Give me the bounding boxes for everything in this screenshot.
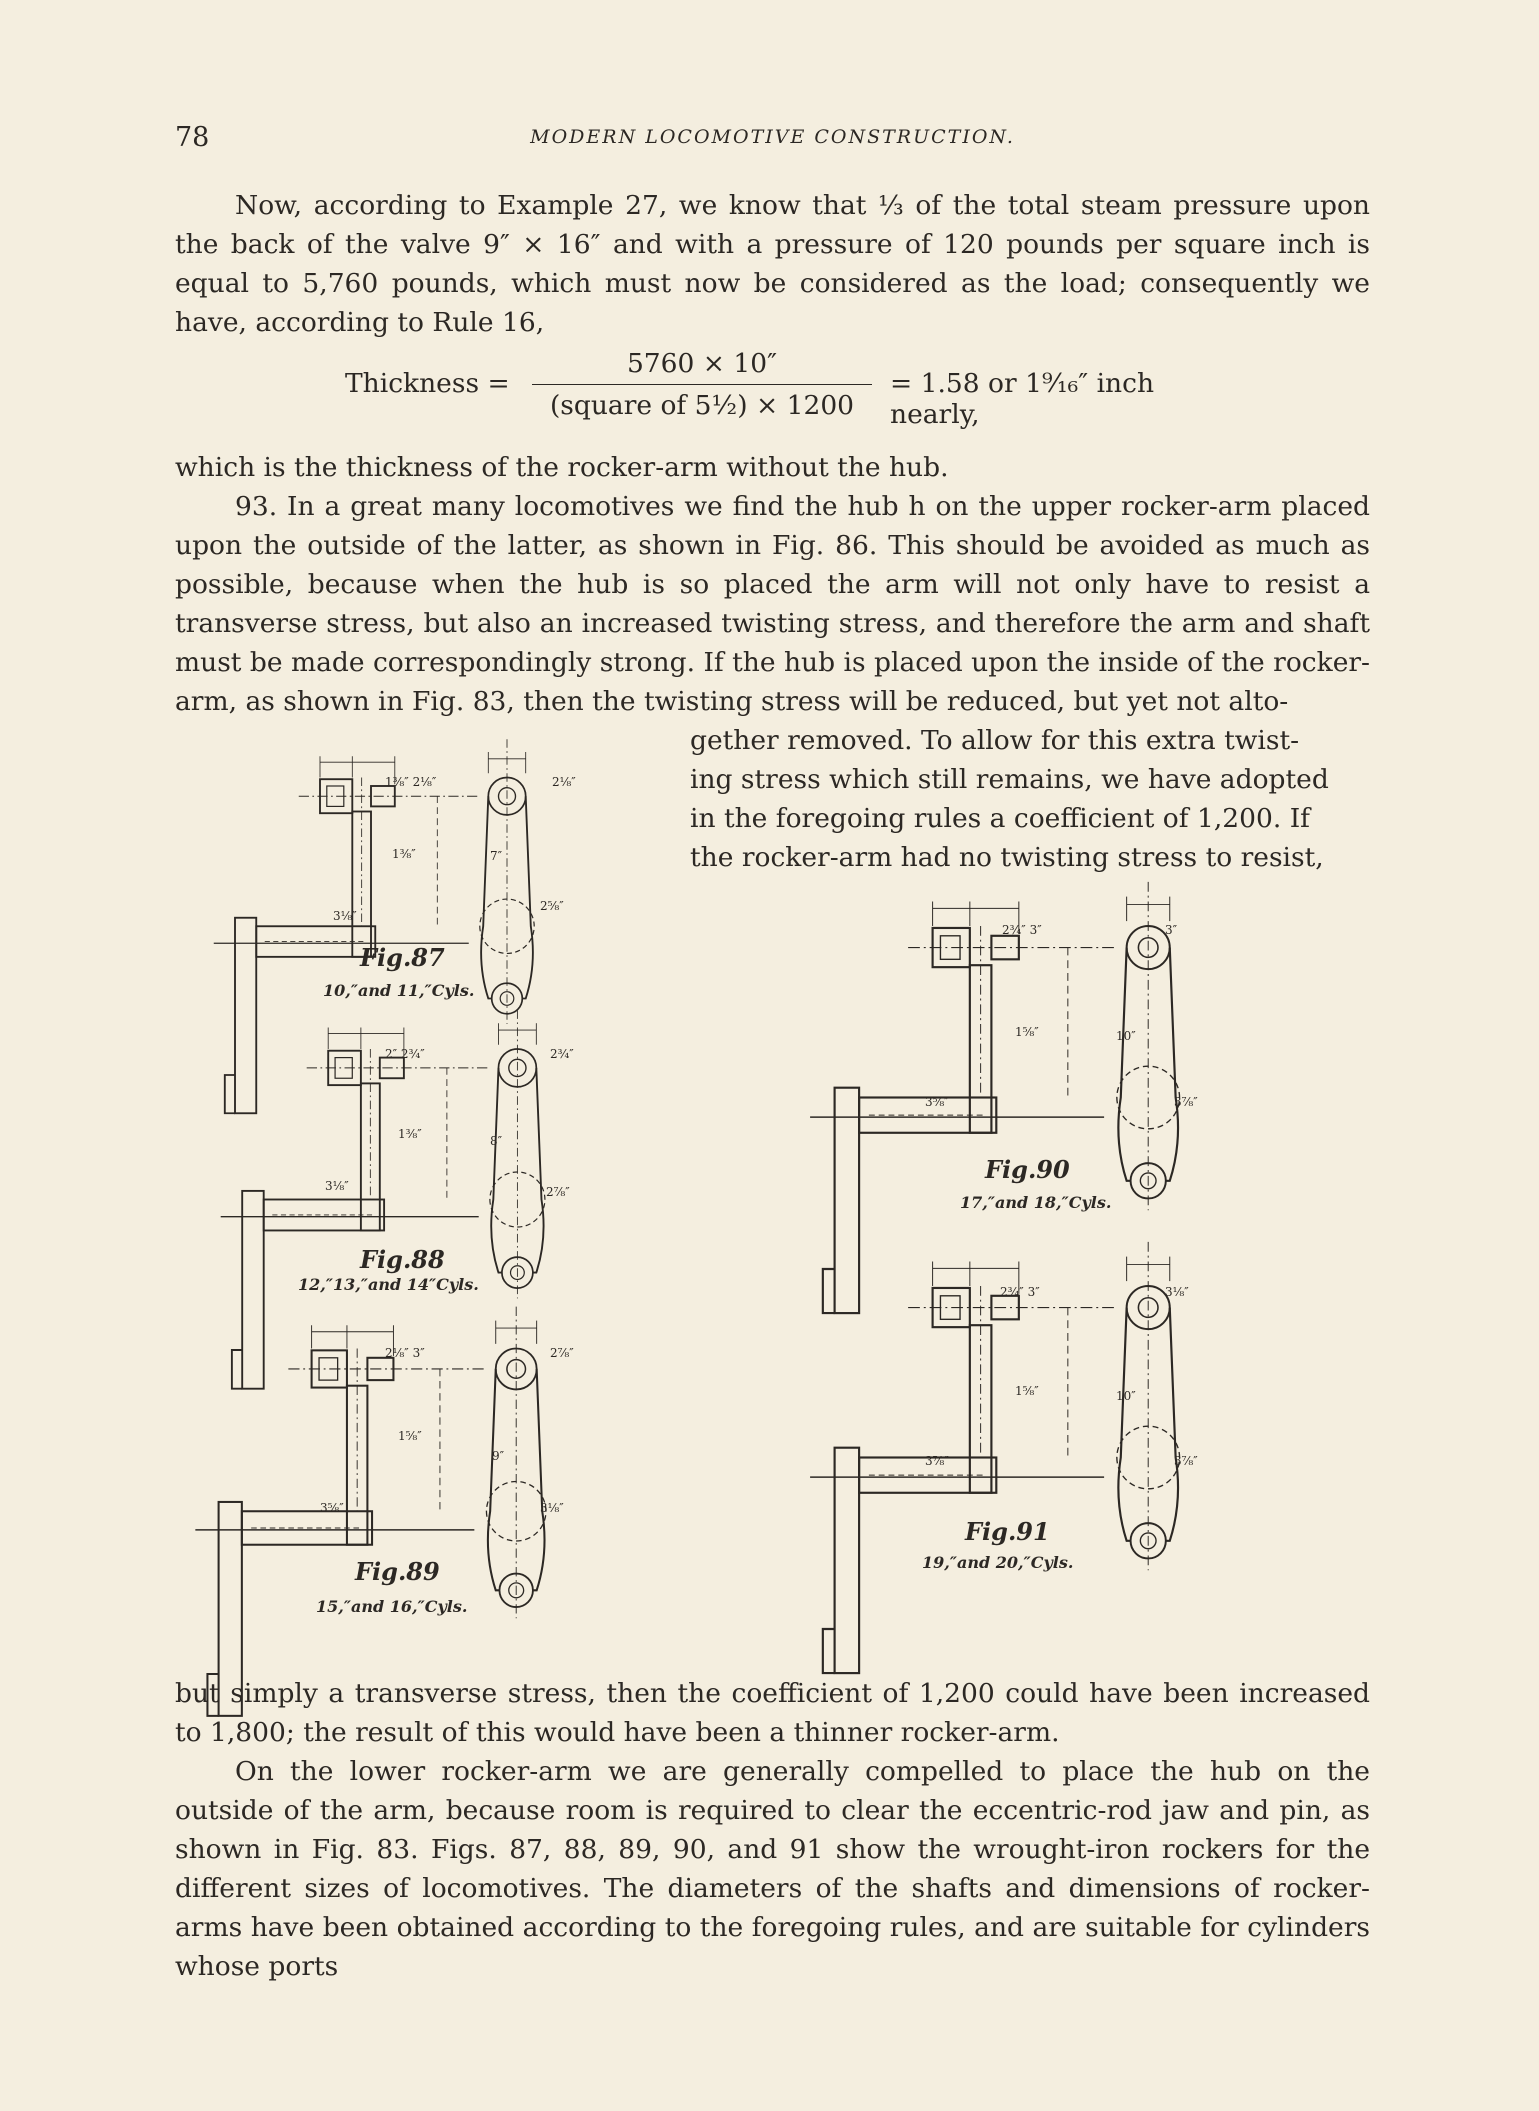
figure-90-dim-top: 2¾″ 3″ (1002, 923, 1042, 937)
figure-91-dim-pin: 3⅞″ (1174, 1454, 1198, 1468)
figure-88-dim-shaft: 1⅜″ (398, 1127, 422, 1141)
figure-91-dim-arm-top: 3⅛″ (1165, 1285, 1189, 1299)
figure-89 (195, 1307, 574, 1716)
wrap-line-2: ing stress which still remains, we have adopted (690, 764, 1329, 795)
wrap-line-4: the rocker-arm had no twisting stress to resist, (690, 842, 1324, 873)
figure-89-dim-length: 9″ (492, 1449, 505, 1463)
paragraph-lower-rocker: On the lower rocker-arm we are generally compelled to place the hub on the outside of the arm, because room is required to clear the eccentric-rod jaw and pin, as shown in Fig. 83. Figs. 87, 88, 89, 90, and 91 show the wrought-iron rockers for the different sizes of locomotives. The diameters of the shafts and dimensions of rocker-arms have been obtained according to the foregoing rules, and are suitable for cylinders whose ports (175, 1756, 1370, 1982)
formula-result: = 1.58 or 1⁹⁄₁₆″ inch nearly, (890, 368, 1155, 430)
figure-88-dim-pin: 2⅞″ (546, 1185, 570, 1199)
figure-90-dim-hub: 3⅝″ (925, 1095, 949, 1109)
formula-label: Thickness = (345, 368, 510, 399)
figure-89-dim-shaft: 1⅝″ (398, 1429, 422, 1443)
figure-90-dim-length: 10″ (1116, 1029, 1136, 1043)
figure-89-subtitle: 15,″and 16,″Cyls. (316, 1597, 468, 1616)
figure-91-dim-shaft: 1⅝″ (1015, 1384, 1039, 1398)
figure-87-dim-pin: 2⅝″ (540, 899, 564, 913)
figure-91-dim-length: 10″ (1116, 1389, 1136, 1403)
figure-87-dim-length: 7″ (490, 849, 503, 863)
figure-88-title: Fig.88 (360, 1245, 445, 1274)
figure-91-title: Fig.91 (965, 1517, 1050, 1546)
figure-87-subtitle: 10,″and 11,″Cyls. (323, 981, 475, 1000)
figure-88-dim-arm-top: 2¾″ (550, 1047, 574, 1061)
figure-88-dim-hub: 3⅛″ (325, 1179, 349, 1193)
formula-numerator: 5760 × 10″ (626, 348, 778, 379)
wrap-line-1: gether removed. To allow for this extra twist- (690, 725, 1300, 756)
figure-89-dim-hub: 3⅝″ (320, 1501, 344, 1515)
figure-90-dim-arm-top: 3″ (1165, 923, 1178, 937)
figure-87-dim-arm-top: 2⅛″ (552, 775, 576, 789)
figure-91-subtitle: 19,″and 20,″Cyls. (922, 1553, 1074, 1572)
paragraph-coefficient: but simply a transverse stress, then the coefficient of 1,200 could have been increased to 1,800; the result of this would have been a thinner rocker-arm. (175, 1678, 1370, 1748)
running-title: MODERN LOCOMOTIVE CONSTRUCTION. (530, 126, 1015, 148)
figure-88 (221, 1010, 575, 1388)
figure-88-dim-length: 8″ (490, 1134, 503, 1148)
figure-89-dim-top: 2⅛″ 3″ (385, 1346, 425, 1360)
figure-90-dim-pin: 3⅞″ (1174, 1095, 1198, 1109)
figure-90-subtitle: 17,″and 18,″Cyls. (960, 1193, 1112, 1212)
figure-89-dim-arm-top: 2⅞″ (550, 1346, 574, 1360)
figure-89-dim-pin: 3⅛″ (540, 1501, 564, 1515)
figure-90-title: Fig.90 (985, 1155, 1070, 1184)
figure-87-dim-top: 1⅜″ 2⅛″ (385, 775, 437, 789)
figure-88-dim-top: 2″ 2¾″ (385, 1047, 425, 1061)
paragraph-93: 93. In a great many locomotives we find the hub h on the upper rocker-arm placed upon the outside of the latter, as shown in Fig. 86. This should be avoided as much as possible, because when the hub is so placed the arm will not only have to resist a transverse stress, but also an increased twisting stress, and therefore the arm and shaft must be made correspondingly strong. If the hub is placed upon the inside of the rocker-arm, as shown in Fig. 83, then the twisting stress will be reduced, but yet not alto- (175, 491, 1370, 717)
paragraph-example-27: Now, according to Example 27, we know that ⅓ of the total steam pressure upon the back of the valve 9″ × 16″ and with a pressure of 120 pounds per square inch is equal to 5,760 pounds, which must now be considered as the load; consequently we have, according to Rule 16, (175, 190, 1370, 338)
figure-90-dim-shaft: 1⅝″ (1015, 1025, 1039, 1039)
figure-87-dim-shaft: 1⅜″ (392, 847, 416, 861)
wrap-line-3: in the foregoing rules a coefficient of 1,200. If (690, 803, 1310, 834)
figure-91-dim-hub: 3⅞″ (925, 1454, 949, 1468)
figure-87-dim-hub: 3⅛″ (333, 909, 357, 923)
page-number: 78 (175, 122, 210, 153)
figure-90 (810, 882, 1198, 1313)
figure-87-title: Fig.87 (360, 943, 445, 972)
figure-88-subtitle: 12,″13,″and 14″Cyls. (298, 1275, 479, 1294)
figure-91-dim-top: 2¾″ 3″ (1000, 1285, 1040, 1299)
paragraph-thickness-result: which is the thickness of the rocker-arm without the hub. (175, 452, 949, 483)
figure-91 (810, 1242, 1198, 1673)
figure-89-title: Fig.89 (355, 1557, 440, 1586)
formula-denominator: (square of 5½) × 1200 (549, 390, 855, 421)
